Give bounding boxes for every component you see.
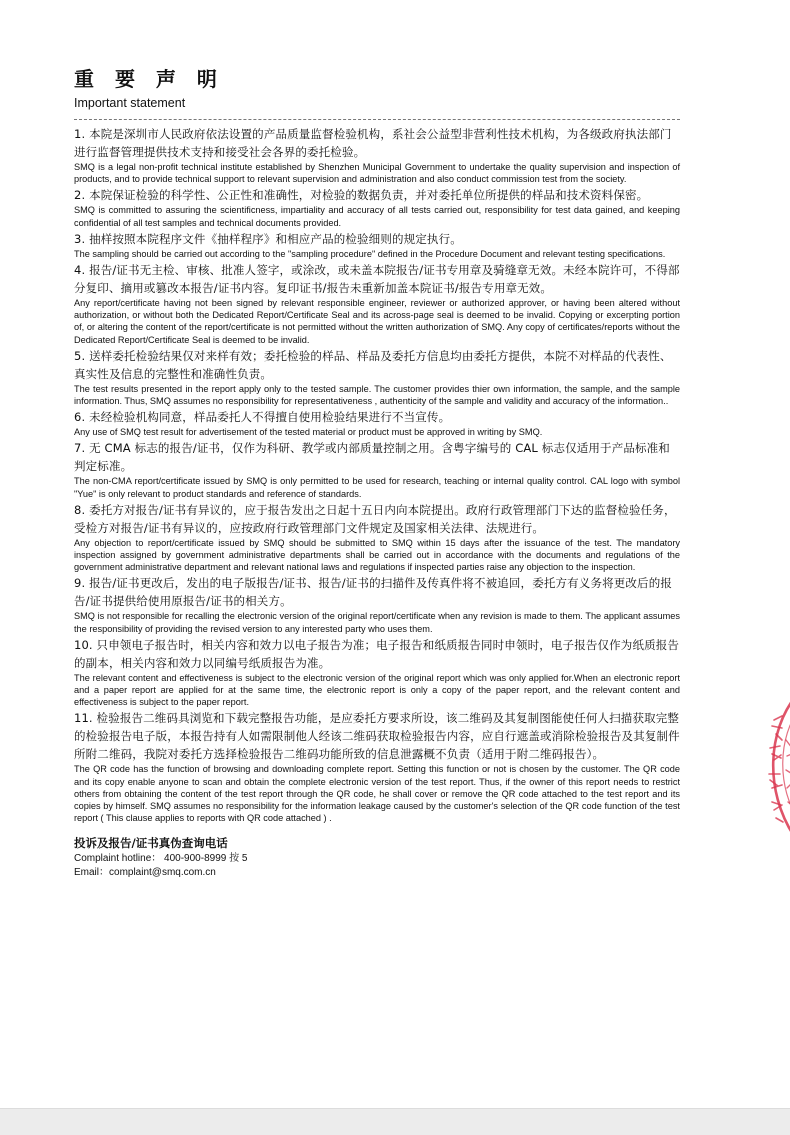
clause-en-text: SMQ is a legal non-profit technical institute established by Shenzhen Municipal Government to undertake the quality supervision and inspection of products, and to provide technical support to relevant supervision and administration and also conduct commission test from the society. — [74, 162, 680, 185]
clause-cn-text: 9. 报告/证书更改后，发出的电子版报告/证书、报告/证书的扫描件及传真件将不被追回，委托方有义务将更改后的报告/证书提供给使用原报告/证书的相关方。 — [74, 576, 672, 609]
clause-5 — [74, 347, 680, 407]
complaint-hotline: Complaint hotline： 400-900-8999 按 5 — [74, 853, 248, 865]
clause-en-text: Any objection to report/certificate issued by SMQ should be submitted to SMQ within 15 days after the issuance of the test. The mandatory inspection assigned by government administrative departments shall be carried out in accordance with the documents and regulations of the government administrative department and relevant national laws and regulations if inspected parties raise any objection to the inspection. — [74, 537, 680, 573]
clause-cn-text: 7. 无 CMA 标志的报告/证书，仅作为科研、教学或内部质量控制之用。含粤字编号的 CAL 标志仅适用于产品标准和判定标准。 — [74, 441, 670, 474]
clause-en-text: SMQ is not responsible for recalling the electronic version of the original report/certificate when any revision is made to them. The applicant assumes the responsibility of providing the revised version to any interested party who uses them. — [74, 611, 680, 634]
clause-en-text: The non-CMA report/certificate issued by SMQ is only permitted to be used for research, teaching or internal quality control. CAL logo with symbol "Yue" is only relevant to product standards and reference of standards. — [74, 476, 680, 499]
clause-2 — [74, 186, 680, 228]
clause-en-text: Any use of SMQ test result for advertisement of the tested material or product must be approved in writing by SMQ. — [74, 427, 543, 438]
title-english: Important statement — [74, 96, 186, 110]
clause-en-text: The sampling should be carried out according to the "sampling procedure" defined in the Procedure Document and relevant testing specifications. — [74, 248, 666, 259]
clause-9 — [74, 574, 680, 634]
contact-block — [74, 835, 680, 879]
clause-cn-text: 1. 本院是深圳市人民政府依法设置的产品质量监督检验机构，系社会公益型非营利性技术机构，为各级政府执法部门进行监督管理提供技术支持和接受社会各界的委托检验。 — [74, 127, 672, 159]
complaint-email: Email：complaint@smq.com.cn — [74, 866, 216, 878]
clause-8 — [74, 501, 680, 574]
across-page-seal-stamp — [760, 690, 790, 840]
title-chinese: 重 要 声 明 — [74, 67, 224, 91]
clause-7 — [74, 439, 680, 499]
clause-en-text: Any report/certificate having not been signed by relevant responsible engineer, reviewer or authorized approver, or having been altered without authorization, or without both the Dedicated Report/Certificate Seal and its across-page seal is deemed to be invalid. Copying or excerpting portion of, or altering the content of the report/certificate is not permitted without the written authorization of SMQ. Any copy of certificates/reports without the Dedicated Report/Certificate Seal is deemed to be invalid. — [74, 298, 680, 345]
clause-en-text: SMQ is committed to assuring the scientificness, impartiality and accuracy of all tests carried out, responsibility for test data gained, and keeping confidential of all test samples and technical documents provided. — [74, 205, 680, 228]
contact-title: 投诉及报告/证书真伪查询电话 — [74, 836, 228, 851]
clause-3 — [74, 230, 680, 260]
statement-content — [74, 66, 680, 879]
clause-cn-text: 11. 检验报告二维码具浏览和下载完整报告功能，是应委托方要求所设，该二维码及其复制图能使任何人扫描获取完整的检验报告电子版，本报告持有人如需限制他人经该二维码获取检验报告内容，应自行遮盖或消除检验报告及其复制件所附二维码，我院对委托方选择检验报告二维码功能所致的信息泄露概不负责（适用于附二维码报告）。 — [74, 711, 680, 762]
clause-11 — [74, 709, 680, 824]
clause-en-text: The QR code has the function of browsing and downloading complete report. Setting this function or not is chosen by the customer. The QR code and its copy enable anyone to scan and obtain the complete electronic version of the test report. Thus, if the owner of this report needs to restrict others from obtaining the content of the test report through the QR code, he shall cover or remove the QR code attached to the test report and its copies by himself. SMQ assumes no responsibility for the information leakage caused by the customer's selection of the QR code function of the test report ( This clause applies to reports with QR code attached ) . — [74, 764, 680, 824]
clause-cn-text: 10. 只申领电子报告时，相关内容和效力以电子报告为准；电子报告和纸质报告同时申领时，电子报告仅作为纸质报告的副本，相关内容和效力以同编号纸质报告为准。 — [74, 637, 680, 670]
seal-graphic — [760, 690, 790, 840]
clause-4 — [74, 261, 680, 346]
clause-10 — [74, 636, 680, 709]
clause-cn-text: 5. 送样委托检验结果仅对来样有效；委托检验的样品、样品及委托方信息均由委托方提供，本院不对样品的代表性、真实性及信息的完整性和准确性负责。 — [74, 348, 672, 381]
clause-cn-text: 3. 抽样按照本院程序文件《抽样程序》和相应产品的检验细则的规定执行。 — [74, 231, 462, 246]
clause-cn-text: 6. 未经检验机构同意，样品委托人不得擅自使用检验结果进行不当宣传。 — [74, 410, 451, 425]
clause-cn-text: 8. 委托方对报告/证书有异议的，应于报告发出之日起十五日内向本院提出。政府行政管理部门下达的监督检验任务，受检方对报告/证书有异议的，应按政府行政管理部门文件规定及国家相关法律、法规进行。 — [74, 502, 676, 535]
viewer-bottom-band — [0, 1108, 790, 1135]
clause-en-text: The test results presented in the report apply only to the tested sample. The customer provides thier own information, the sample, and the sample information. Thus, SMQ assumes no responsibility for representativeness , authenticity of the sample and validity and accuracy of the information.. — [74, 383, 680, 407]
clause-cn-text: 2. 本院保证检验的科学性、公正性和准确性，对检验的数据负责，并对委托单位所提供的样品和技术资料保密。 — [74, 188, 649, 203]
clause-en-text: The relevant content and effectiveness is subject to the electronic version of the original report which was only applied for.When an electronic report and a paper report are applied for at the same time, the electronic report is only a copy of the paper report, and the relevant content and effectiveness is subject to the paper report. — [74, 672, 680, 708]
clause-1 — [74, 125, 680, 185]
clause-6 — [74, 408, 680, 438]
clause-cn-text: 4. 报告/证书无主检、审核、批准人签字，或涂改，或未盖本院报告/证书专用章及骑缝章无效。未经本院许可，不得部分复印、摘用或篡改本报告/证书内容。复印证书/报告未重新加盖本院证书/报告专用章无效。 — [74, 263, 680, 296]
dashed-divider — [74, 119, 680, 120]
